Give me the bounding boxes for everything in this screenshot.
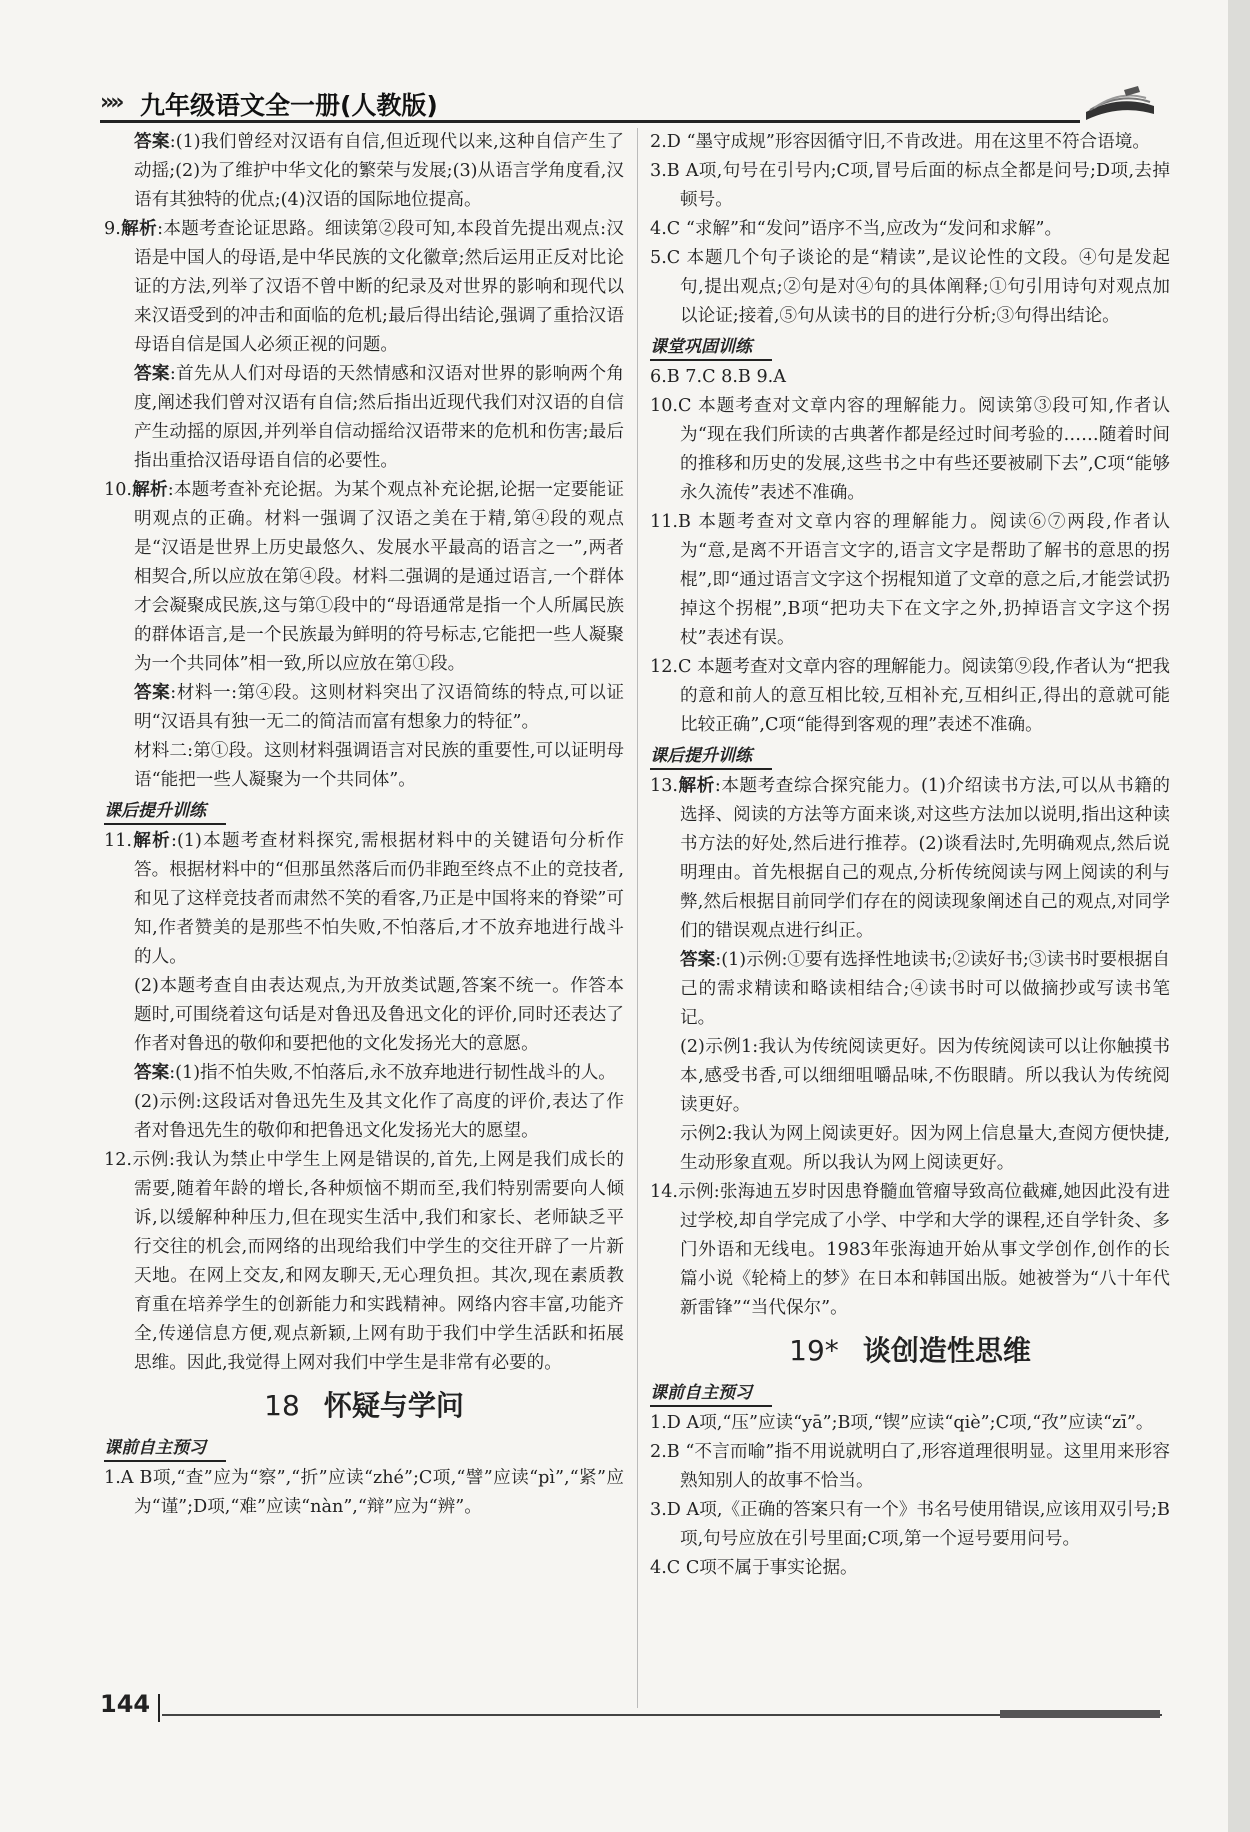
page-number: 144 (100, 1690, 151, 1718)
lesson-19-question-2: 2.B “不言而喻”指不用说就明白了,形容道理很明显。这里用来形容熟知别人的故事不恰当。 (650, 1442, 1170, 1491)
section-pre-class-19: 课前自主预习 (650, 1381, 772, 1407)
answer-13-example2: 示例2:我认为网上阅读更好。因为网上信息量大,查阅方便快捷,生动形象直观。所以我认为网上阅读更好。 (680, 1124, 1170, 1173)
question-3: 3.B A项,句号在引号内;C项,冒号后面的标点全都是问号;D项,去掉顿号。 (650, 161, 1170, 210)
column-divider (637, 128, 638, 1708)
answer-8: 答案:(1)我们曾经对汉语有自信,但近现代以来,这种自信产生了动摇;(2)为了维护中华文化的繁荣与发展;(3)从语言学角度看,汉语有其独特的优点;(4)汉语的国际地位提高。 (134, 132, 624, 210)
answer-10: 答案:材料一:第④段。这则材料突出了汉语简练的特点,可以证明“汉语具有独一无二的简洁而富有想象力的特征”。 (134, 683, 624, 732)
question-11-analysis-part2: (2)本题考查自由表达观点,为开放类试题,答案不统一。作答本题时,可围绕着这句话是对鲁迅及鲁迅文化的评价,同时还表达了作者对鲁迅的敬仰和要把他的文化发扬光大的意愿。 (134, 976, 624, 1054)
section-in-class: 课堂巩固训练 (650, 335, 772, 361)
footer-bar (1000, 1710, 1160, 1718)
question-14: 14.示例:张海迪五岁时因患脊髓血管瘤导致高位截瘫,她因此没有进过学校,却自学完成了小学、中学和大学的课程,还自学针灸、多门外语和无线电。1983年张海迪开始从事文学创作,创作的长篇小说《轮椅上的梦》在日本和韩国出版。她被誉为“八十年代新雷锋”“当代保尔”。 (650, 1182, 1170, 1318)
lesson-19-question-3: 3.D A项,《正确的答案只有一个》书名号使用错误,应该用双引号;B项,句号应放在引号里面;C项,第一个逗号要用问号。 (650, 1500, 1170, 1549)
page-header (100, 84, 1160, 124)
question-13-analysis: 13.解析:本题考查综合探究能力。(1)介绍读书方法,可以从书籍的选择、阅读的方法等方面来谈,对这些方法加以说明,指出这种读书方法的好处,然后进行推荐。(2)谈看法时,先明确观点,然后说明理由。首先根据自己的观点,分析传统阅读与网上阅读的利与弊,然后根据目前同学们存在的阅读现象阐述自己的观点,对同学们的错误观点进行纠正。 (650, 776, 1170, 941)
open-book-icon (1080, 84, 1160, 124)
question-10: 10.C 本题考查对文章内容的理解能力。阅读第③段可知,作者认为“现在我们所读的古典著作都是经过时间考验的……随着时间的推移和历史的发展,这些书之中有些还要被刷下去”,C项“能够永久流传”表述不准确。 (650, 396, 1170, 503)
lesson-18-question-1: 1.A B项,“查”应为“察”,“折”应读“zhé”;C项,“譬”应读“pì”,“紧”应为“谨”;D项,“难”应读“nàn”,“辩”应为“辨”。 (104, 1468, 624, 1517)
question-11: 11.B 本题考查对文章内容的理解能力。阅读⑥⑦两段,作者认为“意,是离不开语言文字的,语言文字是帮助了解书的意思的拐棍”,即“通过语言文字这个拐棍知道了文章的意之后,才能尝试扔掉这个拐棍”,B项“把功夫下在文字之外,扔掉语言文字这个拐杖”表述有误。 (650, 512, 1170, 648)
lesson-18-title: 18 怀疑与学问 (264, 1389, 464, 1422)
header-rule (100, 120, 1080, 123)
header-chevrons: »» (100, 90, 121, 115)
question-2: 2.D “墨守成规”形容因循守旧,不肯改进。用在这里不符合语境。 (650, 132, 1150, 152)
answer-11: 答案:(1)指不怕失败,不怕落后,永不放弃地进行韧性战斗的人。 (134, 1063, 616, 1083)
footer-vertical-rule (158, 1694, 160, 1722)
lesson-19-title: 19* 谈创造性思维 (789, 1334, 1031, 1367)
question-12-right: 12.C 本题考查对文章内容的理解能力。阅读第⑨段,作者认为“把我的意和前人的意互相比较,互相补充,互相纠正,得出的意就可能比较正确”,C项“能得到客观的理”表述不准确。 (650, 657, 1170, 735)
answer-10-part2: 材料二:第①段。这则材料强调语言对民族的重要性,可以证明母语“能把一些人凝聚为一个共同体”。 (134, 741, 624, 790)
question-4: 4.C “求解”和“发问”语序不当,应改为“发问和求解”。 (650, 219, 1063, 239)
section-pre-class-18: 课前自主预习 (104, 1436, 226, 1462)
section-after-class-right: 课后提升训练 (650, 744, 772, 770)
question-11-analysis: 11.解析:(1)本题考查材料探究,需根据材料中的关键语句分析作答。根据材料中的“但那虽然落后而仍非跑至终点不止的竞技者,和见了这样竞技者而肃然不笑的看客,乃正是中国将来的脊梁”可知,作者赞美的是那些不怕失败,不怕落后,才不放弃地进行战斗的人。 (104, 831, 624, 967)
questions-6-9: 6.B 7.C 8.B 9.A (650, 367, 786, 387)
answer-13: 答案:(1)示例:①要有选择性地读书;②读好书;③读书时要根据自己的需求精读和略读相结合;④读书时可以做摘抄或写读书笔记。 (680, 950, 1170, 1028)
lesson-19-question-4: 4.C C项不属于事实论据。 (650, 1558, 858, 1578)
lesson-19-question-1: 1.D A项,“压”应读“yā”;B项,“锲”应读“qiè”;C项,“孜”应读“zī”。 (650, 1413, 1154, 1433)
section-after-class: 课后提升训练 (104, 799, 226, 825)
answer-9: 答案:首先从人们对母语的天然情感和汉语对世界的影响两个角度,阐述我们曾对汉语有自信;然后指出近现代我们对汉语的自信产生动摇的原因,并列举自信动摇给汉语带来的危机和伤害;最后指出重拾汉语母语自信的必要性。 (134, 364, 624, 471)
question-10-analysis: 10.解析:本题考查补充论据。为某个观点补充论据,论据一定要能证明观点的正确。材料一强调了汉语之美在于精,第④段的观点是“汉语是世界上历史最悠久、发展水平最高的语言之一”,两者相契合,所以应放在第④段。材料二强调的是通过语言,一个群体才会凝聚成民族,这与第①段中的“母语通常是指一个人所属民族的群体语言,是一个民族最为鲜明的符号标志,它能把一些人凝聚为一个共同体”相一致,所以应放在第①段。 (104, 480, 624, 674)
page-footer (100, 1690, 1160, 1730)
right-column (650, 128, 1170, 1583)
answer-13-example1: (2)示例1:我认为传统阅读更好。因为传统阅读可以让你触摸书本,感受书香,可以细细咀嚼品味,不伤眼睛。所以我认为传统阅读更好。 (680, 1037, 1170, 1115)
book-title: 九年级语文全一册(人教版) (140, 91, 438, 120)
question-5: 5.C 本题几个句子谈论的是“精读”,是议论性的文段。④句是发起句,提出观点;②句是对④句的具体阐释;①句引用诗句对观点加以论证;接着,⑤句从读书的目的进行分析;③句得出结论。 (650, 248, 1170, 326)
answer-11-part2: (2)示例:这段话对鲁迅先生及其文化作了高度的评价,表达了作者对鲁迅先生的敬仰和把鲁迅文化发扬光大的愿望。 (134, 1092, 624, 1141)
question-9-analysis: 9.解析:本题考查论证思路。细读第②段可知,本段首先提出观点:汉语是中国人的母语,是中华民族的文化徽章;然后运用正反对比论证的方法,列举了汉语不曾中断的纪录及对世界的影响和现代以来汉语受到的冲击和面临的危机;最后得出结论,强调了重拾汉语母语自信是国人必须正视的问题。 (104, 219, 624, 355)
page-edge (1228, 0, 1250, 1832)
question-12: 12.示例:我认为禁止中学生上网是错误的,首先,上网是我们成长的需要,随着年龄的增长,各种烦恼不期而至,我们特别需要向人倾诉,以缓解种种压力,但在现实生活中,我们和家长、老师缺乏平行交往的机会,而网络的出现给我们中学生的交往开辟了一片新天地。在网上交友,和网友聊天,无心理负担。其次,现在素质教育重在培养学生的创新能力和实践精神。网络内容丰富,功能齐全,传递信息方便,观点新颖,上网有助于我们中学生活跃和拓展思维。因此,我觉得上网对我们中学生是非常有必要的。 (104, 1150, 624, 1373)
left-column (104, 128, 624, 1522)
